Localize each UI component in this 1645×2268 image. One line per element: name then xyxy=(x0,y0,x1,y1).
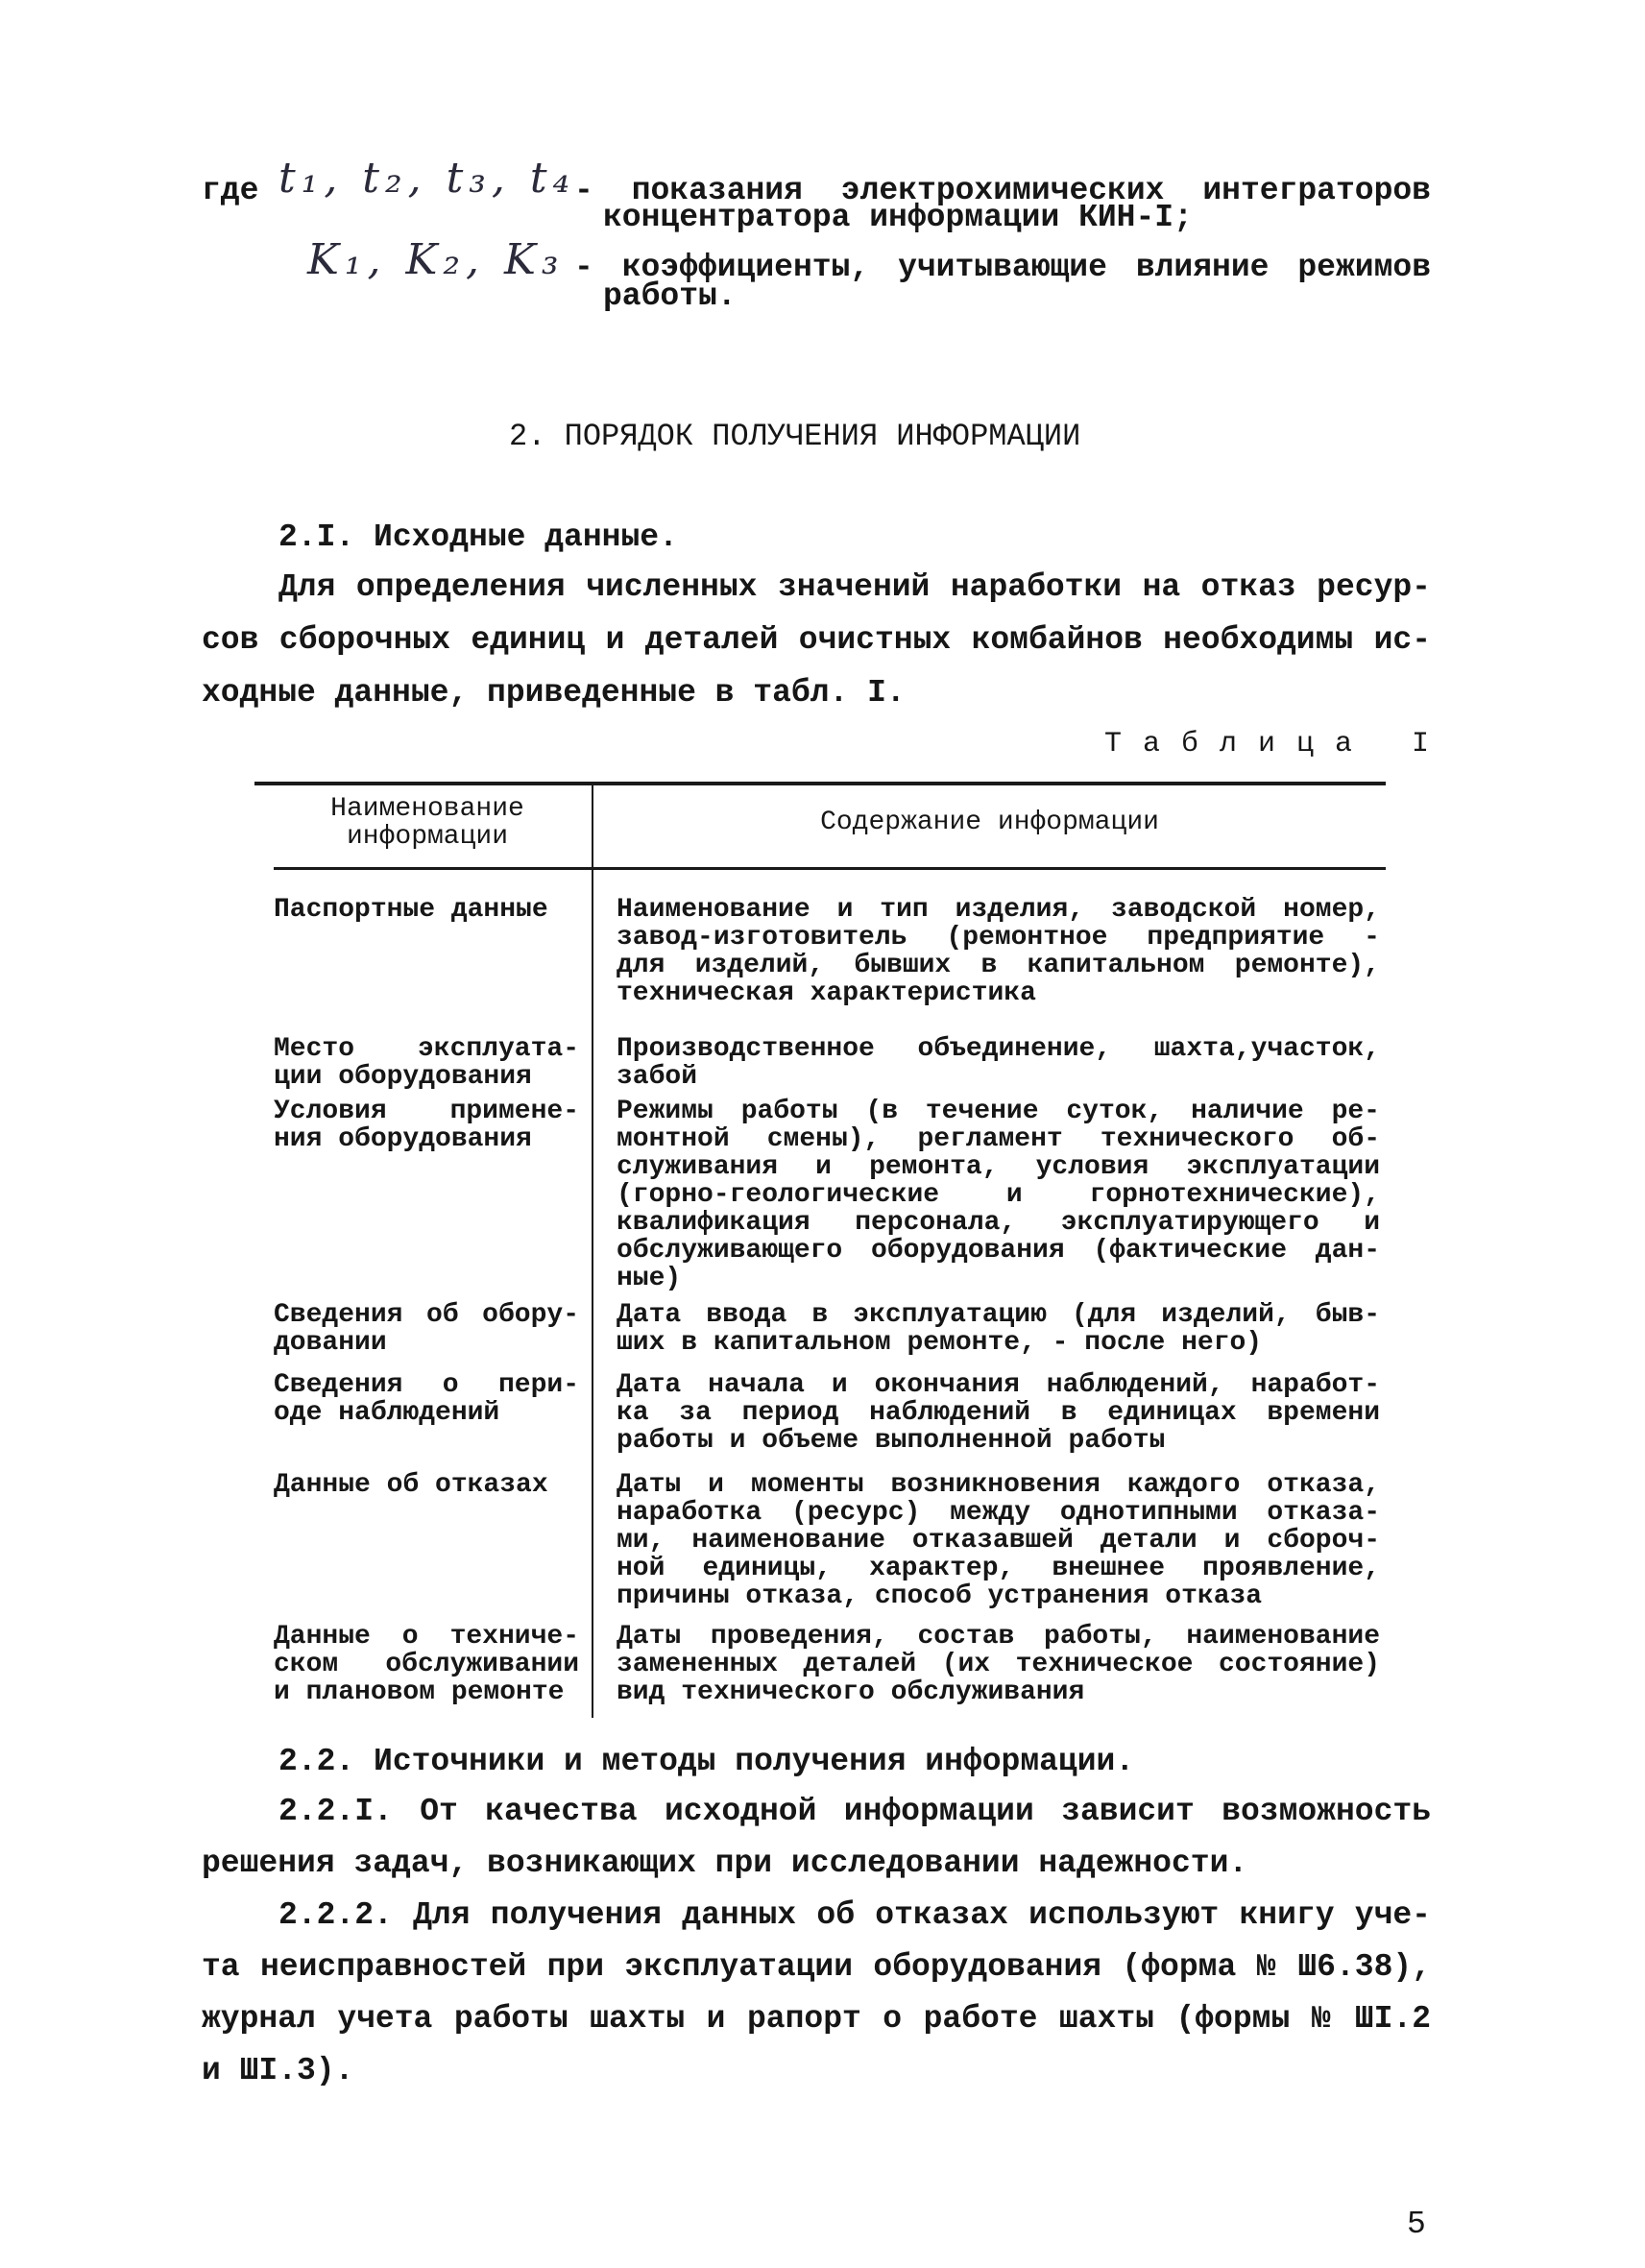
row-content-line: ми, наименование отказавшей детали и сбороч- xyxy=(617,1526,1380,1556)
row-content xyxy=(617,1098,1380,1292)
row-content xyxy=(617,896,1380,1007)
row-content-line: служивания и ремонта, условия эксплуатации xyxy=(617,1152,1380,1182)
paragraph-line: и ШI.3). xyxy=(202,2053,354,2088)
row-content-line: монтной смены), регламент технического об- xyxy=(617,1124,1380,1154)
header-content: Содержание информации xyxy=(820,808,1159,837)
paragraph-line: ходные данные, приведенные в табл. I. xyxy=(202,675,906,711)
row-content-line: техническая характеристика xyxy=(617,978,1036,1008)
row-content-line: для изделий, бывших в капитальном ремонте), xyxy=(617,951,1380,980)
row-name-line: ском обслуживании xyxy=(274,1650,579,1679)
row-content-line: квалификация персонала, эксплуатирующего и xyxy=(617,1208,1380,1238)
row-name-line: ния оборудования xyxy=(274,1124,532,1154)
section-title: 2. ПОРЯДОК ПОЛУЧЕНИЯ ИНФОРМАЦИИ xyxy=(509,419,1081,454)
row-content-line: наработка (ресурс) между однотипными отказа- xyxy=(617,1498,1380,1528)
row-name xyxy=(274,1623,579,1706)
row-name-line: Данные о техниче- xyxy=(274,1622,579,1652)
row-content-line: Производственное объединение, шахта,участок, xyxy=(617,1034,1380,1064)
row-content xyxy=(617,1471,1380,1610)
row-content-line: причины отказа, способ устранения отказа xyxy=(617,1581,1263,1611)
row-name-line: и плановом ремонте xyxy=(274,1677,565,1707)
paragraph-line: сов сборочных единиц и деталей очистных комбайнов необходимы ис- xyxy=(202,622,1431,658)
row-name-line: ции оборудования xyxy=(274,1062,532,1092)
row-content xyxy=(617,1371,1380,1455)
header-name xyxy=(274,795,581,851)
paragraph-line: журнал учета работы шахты и рапорт о работе шахты (формы № ШI.2 xyxy=(202,2001,1431,2037)
row-content-line: обслуживающего оборудования (фактические дан- xyxy=(617,1236,1380,1266)
row-name xyxy=(274,1471,579,1499)
row-name xyxy=(274,1035,579,1091)
subsection-heading: 2.2. Источники и методы получения информации. xyxy=(278,1744,1135,1779)
k-symbols-handwritten: K₁, K₂, K₃ xyxy=(307,235,565,284)
row-content-line: ной единицы, характер, внешнее проявление, xyxy=(617,1554,1380,1583)
k-description-line: работы. xyxy=(603,278,737,314)
subsection-heading: 2.I. Исходные данные. xyxy=(278,519,678,555)
row-content xyxy=(617,1301,1380,1357)
row-name-line: довании xyxy=(274,1328,387,1358)
paragraph-line: 2.2.I. От качества исходной информации зависит возможность xyxy=(278,1794,1431,1829)
row-content-line: (горно-геологические и горнотехнические), xyxy=(617,1180,1380,1210)
row-content-line: ка за период наблюдений в единицах времени xyxy=(617,1398,1380,1428)
row-name xyxy=(274,896,579,924)
row-content-line: Даты проведения, состав работы, наименование xyxy=(617,1622,1380,1652)
paragraph-line: Для определения численных значений наработки на отказ ресур- xyxy=(278,569,1431,605)
row-name xyxy=(274,1098,579,1153)
paragraph-line: решения задач, возникающих при исследовании надежности. xyxy=(202,1846,1248,1881)
row-name-line: оде наблюдений xyxy=(274,1398,500,1428)
row-content-line: Режимы работы (в течение суток, наличие ре- xyxy=(617,1097,1380,1126)
table-top-rule xyxy=(254,782,1386,785)
paragraph-line: та неисправностей при эксплуатации оборудования (форма № Ш6.38), xyxy=(202,1949,1431,1985)
table-caption: Таблица I xyxy=(1104,728,1451,760)
header-name-line: информации xyxy=(346,822,509,852)
row-content-line: завод-изготовитель (ремонтное предприятие - xyxy=(617,923,1380,953)
row-content-line: Дата ввода в эксплуатацию (для изделий, быв- xyxy=(617,1300,1380,1330)
table-column-divider xyxy=(592,782,593,1718)
row-name-line: Паспортные данные xyxy=(274,895,548,925)
row-content-line: ные) xyxy=(617,1264,682,1293)
page-number: 5 xyxy=(1407,2207,1426,2242)
row-content-line: работы и объеме выполненной работы xyxy=(617,1426,1166,1456)
row-content xyxy=(617,1623,1380,1706)
row-name-line: Место эксплуата- xyxy=(274,1034,579,1064)
row-name-line: Сведения об обору- xyxy=(274,1300,579,1330)
header-name-line: Наименование xyxy=(330,794,524,824)
table-header-rule xyxy=(274,867,1386,870)
row-content xyxy=(617,1035,1380,1091)
row-content-line: вид технического обслуживания xyxy=(617,1677,1085,1707)
row-content-line: Дата начала и окончания наблюдений, наработ- xyxy=(617,1370,1380,1400)
t-symbols-handwritten: t₁, t₂, t₃, t₄ xyxy=(278,154,576,203)
row-name xyxy=(274,1371,579,1427)
row-name-line: Данные об отказах xyxy=(274,1470,548,1500)
row-name-line: Условия примене- xyxy=(274,1097,579,1126)
row-name xyxy=(274,1301,579,1357)
t-description-line: концентратора информации КИН-I; xyxy=(603,200,1193,235)
k-description-line: - коэффициенты, учитывающие влияние режимов xyxy=(574,250,1431,285)
row-content-line: ших в капитальном ремонте, - после него) xyxy=(617,1328,1263,1358)
row-name-line: Сведения о пери- xyxy=(274,1370,579,1400)
row-content-line: Наименование и тип изделия, заводской номер, xyxy=(617,895,1380,925)
t-description-line: - показания электрохимических интеграторов xyxy=(574,173,1431,208)
row-content-line: забой xyxy=(617,1062,698,1092)
where-label: где xyxy=(202,173,259,208)
row-content-line: Даты и моменты возникновения каждого отказа, xyxy=(617,1470,1380,1500)
paragraph-line: 2.2.2. Для получения данных об отказах используют книгу уче- xyxy=(278,1897,1431,1933)
row-content-line: замененных деталей (их техническое состояние) xyxy=(617,1650,1380,1679)
